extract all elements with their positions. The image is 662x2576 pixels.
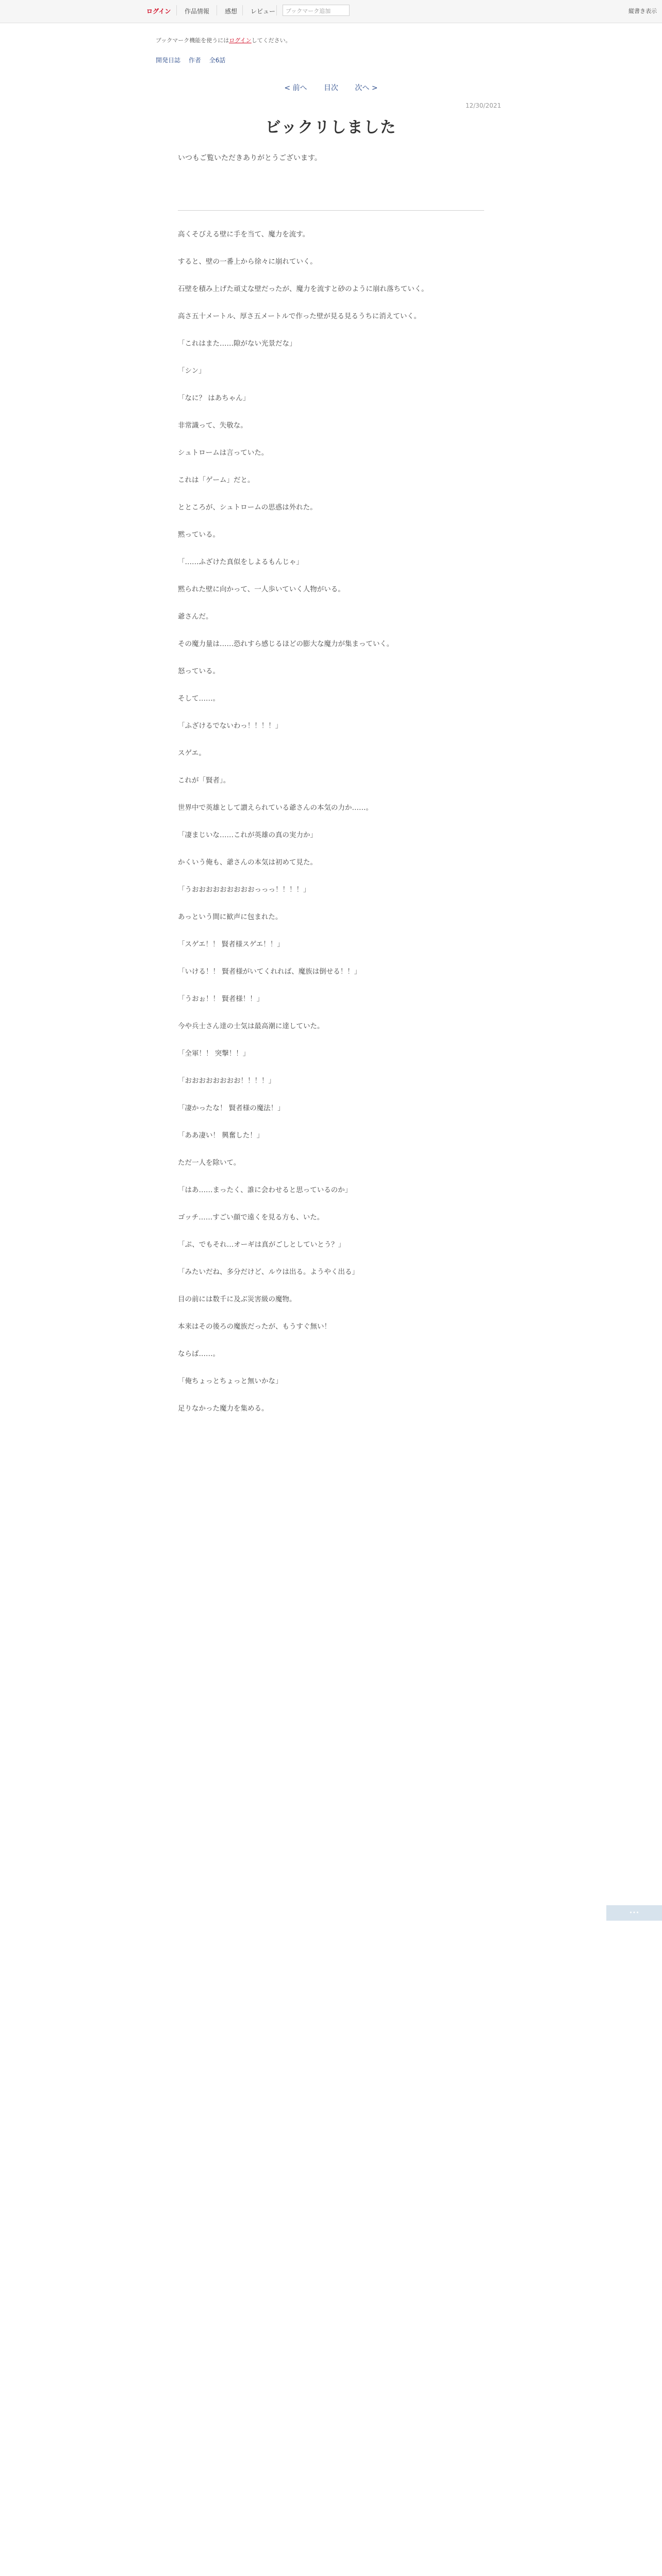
body-paragraph: 非常識って、失敬な。 <box>178 421 247 430</box>
body-paragraph: これが「賢者」。 <box>178 776 230 785</box>
body-paragraph: 黙っている。 <box>178 531 220 539</box>
notice-suffix: してください。 <box>251 37 291 44</box>
toc-link[interactable]: 目次 <box>324 84 338 92</box>
body-paragraph: 「シン」 <box>178 367 206 375</box>
breadcrumb-series[interactable]: 開発日誌 <box>156 57 181 64</box>
body-paragraph: とところが、シュトロームの思惑は外れた。 <box>178 503 317 512</box>
bookmark-add-button[interactable]: ブックマーク追加 <box>283 5 350 16</box>
body-paragraph: 「ぷ、でもそれ…オーギは真がごしとしていとう？」 <box>178 1241 345 1249</box>
login-link[interactable]: ログイン <box>146 8 171 15</box>
top-nav-bar <box>0 0 662 23</box>
body-paragraph: 「スゲエ！！ 賢者様スゲエ！！」 <box>178 940 284 948</box>
body-paragraph: 目の前には数千に及ぶ災害級の魔物。 <box>178 1295 296 1303</box>
body-paragraph: 「うおおおおおおおおおっっっ！！！！」 <box>178 886 310 894</box>
body-paragraph: ゴッチ……すごい顔で遠くを見る方も、いた。 <box>178 1213 324 1222</box>
body-paragraph: ならば……。 <box>178 1350 220 1358</box>
body-paragraph: 本来はその後ろの魔族だったが、もうすぐ無い！ <box>178 1323 331 1331</box>
bookmark-login-notice <box>156 36 291 44</box>
body-paragraph: 足りなかった魔力を集める。 <box>178 1404 269 1413</box>
body-paragraph: 爺さんだ。 <box>178 613 213 621</box>
body-paragraph: その魔力量は……恐れすら感じるほどの膨大な魔力が集まっていく。 <box>178 640 394 648</box>
nav-divider <box>276 5 277 15</box>
episode-body <box>178 228 484 1429</box>
nav-item-impressions[interactable]: 感想 <box>225 8 238 15</box>
body-paragraph: 高さ五十メートル、厚さ五メートルで作った壁が見る見るうちに消えていく。 <box>178 312 421 320</box>
body-paragraph: かくいう俺も、爺さんの本気は初めて見た。 <box>178 858 317 867</box>
body-paragraph: 「はあ……まったく、誰に会わせると思っているのか」 <box>178 1186 352 1194</box>
nav-divider <box>176 5 177 15</box>
breadcrumb-episodes[interactable]: 全6話 <box>209 57 226 64</box>
body-paragraph: あっという間に歓声に包まれた。 <box>178 913 283 921</box>
body-paragraph: 「全軍！！ 突撃！！」 <box>178 1049 250 1058</box>
body-paragraph: ただ一人を除いて。 <box>178 1159 241 1167</box>
episode-date: 12/30/2021 <box>465 102 501 109</box>
body-paragraph: 「……ふざけた真似をしよるもんじゃ」 <box>178 558 303 566</box>
body-paragraph: シュトロームは言っていた。 <box>178 449 269 457</box>
nav-item-review[interactable]: レビュー <box>251 8 276 15</box>
nav-item-work-info[interactable]: 作品情報 <box>185 8 210 15</box>
body-paragraph: 「いける！！ 賢者様がいてくれれば、魔族は倒せる！！」 <box>178 968 361 976</box>
body-paragraph: すると、壁の一番上から徐々に崩れていく。 <box>178 258 317 266</box>
notice-prefix: ブックマーク機能を使うには <box>156 37 229 44</box>
body-paragraph: 「これはまた……隙がない光景だな」 <box>178 340 296 348</box>
body-paragraph: 「ふざけるでないわっ！！！！」 <box>178 722 283 730</box>
body-paragraph: 「なに？ はあちゃん」 <box>178 394 250 402</box>
body-paragraph: これは「ゲーム」だと。 <box>178 476 255 484</box>
vertical-display-link[interactable]: 縦書き表示 <box>628 8 657 14</box>
body-paragraph: 黙られた壁に向かって、一人歩いていく人物がいる。 <box>178 585 345 594</box>
body-paragraph: 世界中で英雄として讃えられている爺さんの本気の力か……。 <box>178 804 373 812</box>
body-paragraph: 怒っている。 <box>178 667 220 675</box>
body-paragraph: 「凄かったな！ 賢者様の魔法！」 <box>178 1104 285 1112</box>
body-paragraph: 「ああ凄い！ 興奮した！」 <box>178 1131 264 1140</box>
body-paragraph: スゲエ。 <box>178 749 206 757</box>
next-episode-link[interactable]: 次へ > <box>355 84 378 92</box>
body-paragraph: 「俺ちょっとちょっと無いかな」 <box>178 1377 283 1385</box>
body-paragraph: 高くそびえる壁に手を当て、魔力を流す。 <box>178 230 310 239</box>
section-divider <box>178 210 484 211</box>
nav-divider <box>242 5 243 15</box>
prev-episode-link[interactable]: < 前へ <box>284 84 307 92</box>
notice-login-link[interactable]: ログイン <box>229 37 252 44</box>
body-paragraph: 石壁を積み上げた頑丈な壁だったが、魔力を流すと砂のように崩れ落ちていく。 <box>178 285 428 293</box>
side-float-tab[interactable]: ••• <box>606 1905 662 1921</box>
body-paragraph: 「みたいだね、多分だけど、ルウは出る。ようやく出る」 <box>178 1268 359 1276</box>
body-paragraph: 「うおぉ！！ 賢者様！！」 <box>178 995 264 1003</box>
episode-preface: いつもご覧いただきありがとうございます。 <box>178 154 322 162</box>
body-paragraph: 今や兵士さん達の士気は最高潮に達していた。 <box>178 1022 324 1030</box>
breadcrumb <box>156 56 231 64</box>
episode-title: ビックリしました <box>265 118 397 137</box>
body-paragraph: そして……。 <box>178 694 220 703</box>
body-paragraph: 「おおおおおおおお！！！！」 <box>178 1077 275 1085</box>
breadcrumb-author[interactable]: 作者 <box>188 57 201 64</box>
body-paragraph: 「凄まじいな……これが英雄の真の実力か」 <box>178 831 317 839</box>
episode-pager-top <box>0 82 662 93</box>
